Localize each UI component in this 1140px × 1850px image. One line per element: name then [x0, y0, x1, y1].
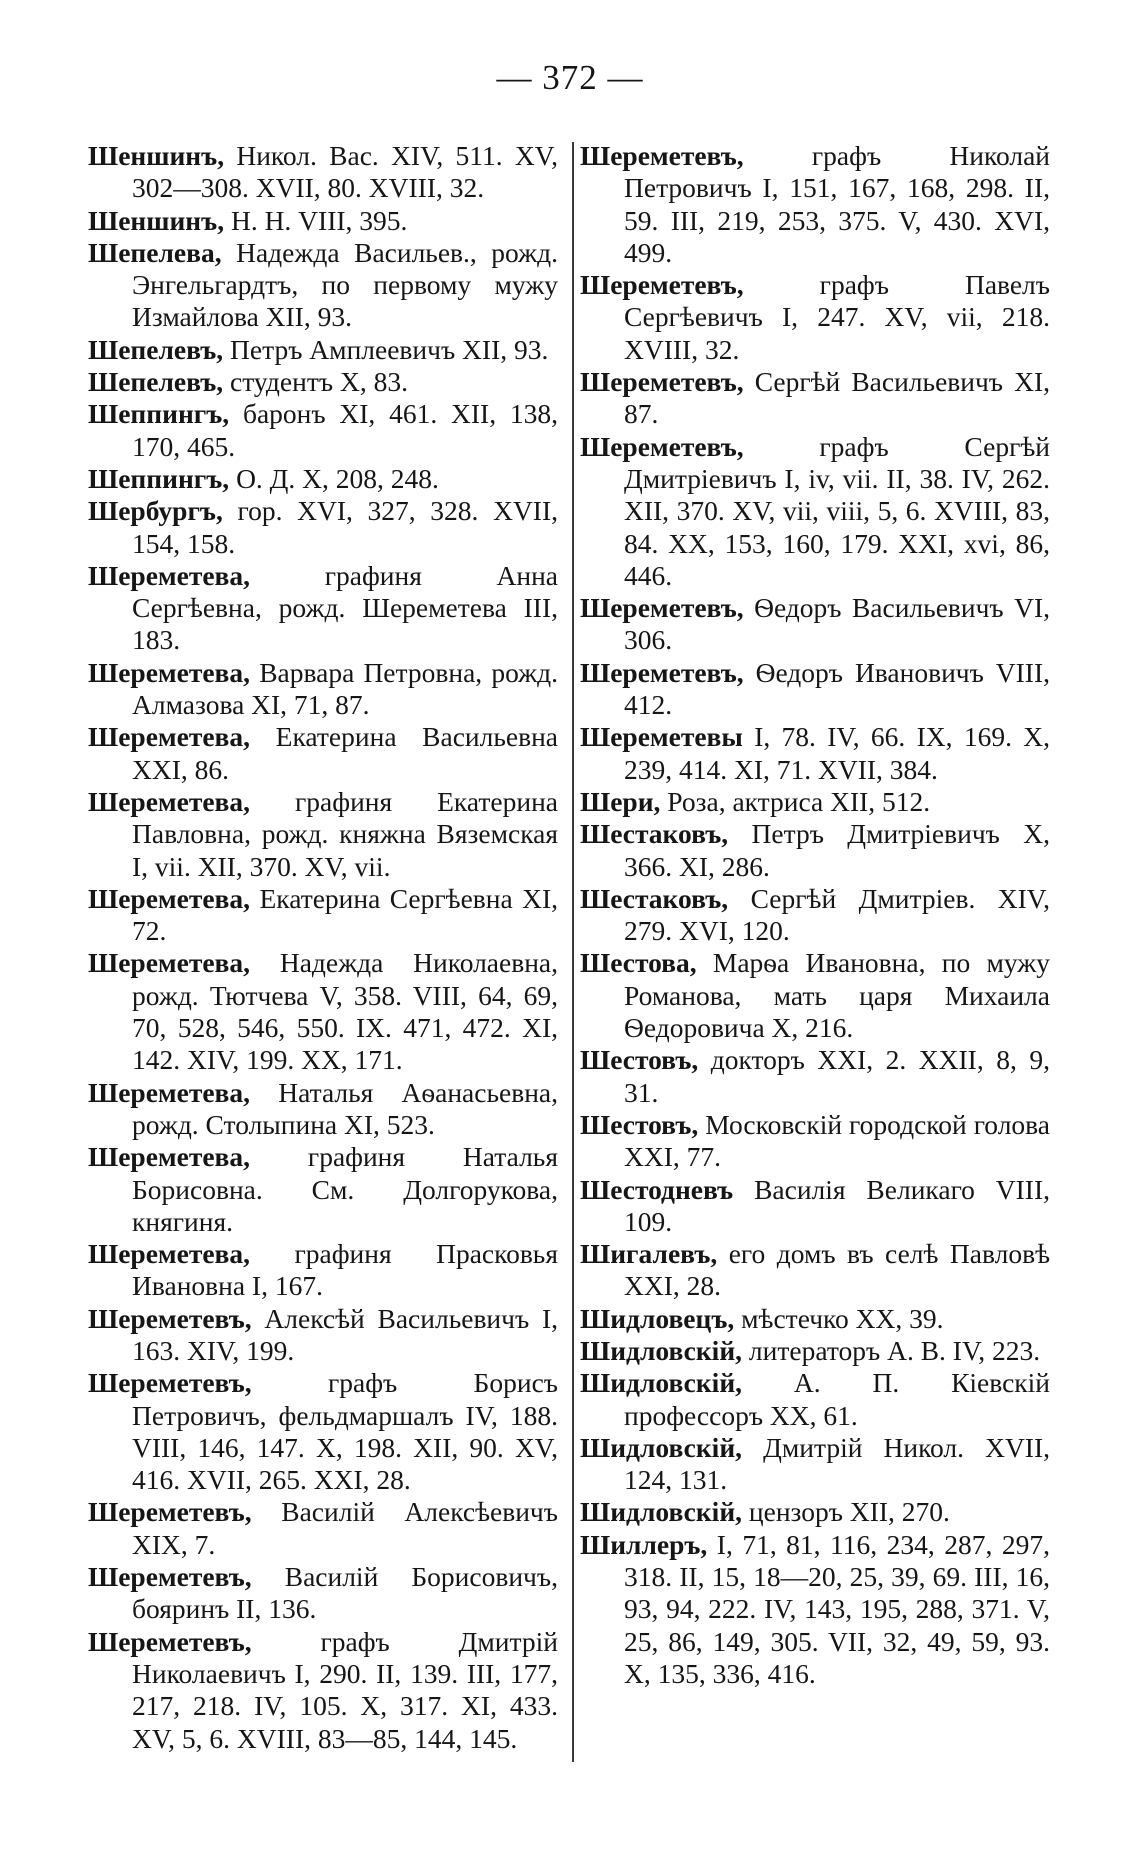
entry-references: Екатерина Сергѣевна XI, 72.: [132, 882, 558, 947]
index-entry: [580, 947, 1050, 1044]
entry-references: Сергѣй Васильевичъ XI, 87.: [624, 366, 1050, 430]
entry-heading: Шереметевы: [580, 721, 743, 753]
index-entry: [88, 205, 558, 237]
entry-references: графиня Наталья Борисовна. См. Долгорукова, княгиня.: [132, 1141, 558, 1237]
index-entry: [88, 947, 558, 1076]
entry-heading: Шидловскій,: [580, 1431, 743, 1463]
entry-references: Ѳедоръ Ивановичъ VIII, 412.: [624, 656, 1050, 721]
index-entry: [580, 1367, 1050, 1432]
entry-references: графъ Павелъ Сергѣевичъ I, 247. XV, vii, 218. XVIII, 32.: [624, 269, 1050, 365]
entry-references: Петръ Амплеевичъ XII, 93.: [223, 333, 549, 365]
entry-references: литераторъ А. В. IV, 223.: [742, 1334, 1041, 1366]
entry-heading: Шепелева,: [88, 236, 222, 268]
index-entry: [88, 1303, 558, 1368]
entry-heading: Шереметева,: [88, 1238, 251, 1270]
index-entry: [88, 1561, 558, 1626]
entry-references: О. Д. X, 208, 248.: [229, 462, 439, 494]
entry-references: I, 78. IV, 66. IX, 169. X, 239, 414. XI, 71. XVII, 384.: [624, 721, 1050, 785]
entry-heading: Шереметевъ,: [580, 656, 744, 688]
entry-heading: Шереметевъ,: [580, 140, 744, 171]
index-entry: [580, 1529, 1050, 1690]
entry-heading: Шереметева,: [88, 721, 251, 753]
entry-references: докторъ XXI, 2. XXII, 8, 9, 31.: [624, 1044, 1050, 1108]
entry-heading: Шереметева,: [88, 947, 251, 979]
index-entry: [88, 883, 558, 948]
entry-references: графъ Борисъ Петровичъ, фельдмаршалъ IV, 188. VIII, 146, 147. X, 198. XII, 90. XV, 416. XVII, 265. XXI, 28.: [132, 1367, 558, 1496]
index-entry: [580, 786, 1050, 818]
index-entry: [580, 721, 1050, 786]
entry-heading: Шереметева,: [88, 1076, 251, 1108]
entry-references: Роза, актриса XII, 512.: [660, 785, 931, 817]
index-entry: [88, 1238, 558, 1303]
entry-references: Варвара Петровна, рожд. Алмазова XI, 71, 87.: [132, 656, 558, 721]
entry-heading: Шери,: [580, 785, 661, 817]
index-entry: [580, 1174, 1050, 1239]
index-entry: [580, 1238, 1050, 1303]
index-entry: [580, 592, 1050, 657]
index-entry: [580, 1432, 1050, 1497]
entry-heading: Шидловскій,: [580, 1496, 743, 1528]
entry-references: графъ Дмитрій Николаевичъ I, 290. II, 139. III, 177, 217, 218. IV, 105. X, 317. XI, 433. XV, 5, 6. XVIII, 83—85, 144, 145.: [132, 1625, 558, 1754]
entry-heading: Шигалевъ,: [580, 1238, 718, 1270]
entry-references: Василій Алексѣевичъ XIX, 7.: [132, 1496, 558, 1560]
entry-references: Наталья Аѳанасьевна, рожд. Столыпина XI, 523.: [132, 1076, 558, 1140]
entry-references: Московскій городской голова XXI, 77.: [624, 1108, 1050, 1173]
entry-heading: Шереметевъ,: [88, 1625, 252, 1657]
entry-references: цензоръ XII, 270.: [742, 1496, 950, 1528]
index-entry: [88, 334, 558, 366]
entry-heading: Шеппингъ,: [88, 462, 230, 494]
entry-heading: Шереметевъ,: [580, 269, 744, 301]
index-entry: [580, 366, 1050, 431]
entry-heading: Шестаковъ,: [580, 818, 729, 850]
entry-references: Ѳедоръ Васильевичъ VI, 306.: [624, 592, 1050, 656]
column-divider: [572, 142, 574, 1762]
entry-heading: Шепелевъ,: [88, 366, 224, 398]
index-entry: [88, 398, 558, 463]
index-entry: [580, 1496, 1050, 1528]
entry-heading: Шестодневъ: [580, 1173, 734, 1205]
entry-heading: Шидловскій,: [580, 1334, 743, 1366]
index-entry: [580, 1303, 1050, 1335]
entry-references: Марѳа Ивановна, по мужу Романова, мать царя Михаила Ѳедоровича X, 216.: [624, 947, 1050, 1044]
entry-heading: Шереметевъ,: [88, 1496, 252, 1528]
index-entry: [88, 1496, 558, 1561]
index-entry: [88, 560, 558, 657]
entry-heading: Шидловецъ,: [580, 1302, 735, 1334]
entry-references: баронъ XI, 461. XII, 138, 170, 465.: [132, 398, 558, 462]
entry-references: Никол. Вас. XIV, 511. XV, 302—308. XVII, 80. XVIII, 32.: [132, 140, 558, 204]
entry-heading: Шидловскій,: [580, 1367, 743, 1399]
entry-references: графъ Сергѣй Дмитріевичъ I, iv, vii. II, 38. IV, 262. XII, 370. XV, vii, viii, 5, 6. XVIII, 83, 84. XX, 153, 160, 179. XXI, xvi, 86, 446.: [624, 430, 1050, 591]
entry-references: его домъ въ селѣ Павловѣ XXI, 28.: [624, 1238, 1050, 1302]
index-entry: [88, 1077, 558, 1142]
entry-heading: Шереметевъ,: [580, 366, 744, 398]
index-entry: [88, 1367, 558, 1496]
index-entry: [580, 1044, 1050, 1109]
entry-references: Алексѣй Васильевичъ I, 163. XIV, 199.: [132, 1302, 558, 1366]
entry-heading: Шиллеръ,: [580, 1528, 708, 1560]
entry-heading: Шереметева,: [88, 1141, 251, 1173]
entry-heading: Шеншинъ,: [88, 140, 225, 171]
index-entry: [88, 463, 558, 495]
index-entry: [88, 786, 558, 883]
entry-heading: Шестова,: [580, 947, 697, 979]
entry-heading: Шереметева,: [88, 882, 251, 914]
entry-references: гор. XVI, 327, 328. XVII, 154, 158.: [132, 495, 558, 559]
entry-heading: Шеншинъ,: [88, 204, 225, 236]
entry-heading: Шестовъ,: [580, 1108, 699, 1140]
entry-heading: Шереметева,: [88, 785, 251, 817]
entry-references: студентъ X, 83.: [223, 366, 408, 398]
entry-references: мѣстечко XX, 39.: [734, 1302, 944, 1334]
entry-references: Надежда Николаевна, рожд. Тютчева V, 358. VIII, 64, 69, 70, 528, 546, 550. IX. 471, 472. XI, 142. XIV, 199. XX, 171.: [132, 947, 558, 1076]
entry-references: Сергѣй Дмитріев. XIV, 279. XVI, 120.: [624, 882, 1050, 947]
left-column: [88, 140, 558, 1755]
index-entry: [580, 431, 1050, 592]
entry-heading: Шереметевъ,: [88, 1302, 252, 1334]
entry-heading: Шереметевъ,: [88, 1367, 252, 1399]
index-entry: [88, 721, 558, 786]
index-entry: [580, 818, 1050, 883]
index-entry: [580, 1335, 1050, 1367]
index-entry: [88, 657, 558, 722]
entry-heading: Шереметевъ,: [88, 1561, 252, 1593]
index-entry: [580, 883, 1050, 948]
entry-heading: Шереметева,: [88, 656, 251, 688]
entry-heading: Шестовъ,: [580, 1044, 699, 1076]
index-entry: [88, 366, 558, 398]
entry-references: графъ Николай Петровичъ I, 151, 167, 168, 298. II, 59. III, 219, 253, 375. V, 430. XVI, 499.: [624, 140, 1050, 268]
index-entry: [580, 269, 1050, 366]
entry-references: I, 71, 81, 116, 234, 287, 297, 318. II, 15, 18—20, 25, 39, 69. III, 16, 93, 94, 222. IV, 143, 195, 288, 371. V, 25, 86, 149, 305. VII, 32, 49, 59, 93. X, 135, 336, 416.: [624, 1528, 1050, 1689]
index-entry: [88, 1141, 558, 1238]
entry-references: Н. Н. VIII, 395.: [224, 204, 408, 236]
index-entry: [580, 1109, 1050, 1174]
entry-heading: Шереметева,: [88, 559, 251, 591]
entry-heading: Шербургъ,: [88, 495, 223, 527]
entry-references: графиня Прасковья Ивановна I, 167.: [132, 1238, 558, 1302]
right-column: [580, 140, 1050, 1690]
index-entry: [88, 495, 558, 560]
entry-references: Надежда Васильев., рожд. Энгельгардтъ, по первому мужу Измайлова XII, 93.: [132, 236, 558, 333]
entry-references: Василій Борисовичъ, бояринъ II, 136.: [132, 1561, 558, 1625]
entry-heading: Шеппингъ,: [88, 398, 230, 430]
entry-heading: Шереметевъ,: [580, 592, 744, 624]
entry-references: графиня Екатерина Павловна, рожд. княжна Вяземская I, vii. XII, 370. XV, vii.: [132, 785, 558, 882]
index-entry: [88, 1626, 558, 1755]
entry-references: Дмитрій Никол. XVII, 124, 131.: [624, 1431, 1050, 1496]
index-entry: [88, 140, 558, 205]
index-entry: [580, 140, 1050, 269]
index-entry: [580, 657, 1050, 722]
entry-references: Василія Великаго VIII, 109.: [624, 1173, 1050, 1237]
index-entry: [88, 237, 558, 334]
page-number: — 372 —: [496, 58, 644, 97]
entry-heading: Шереметевъ,: [580, 430, 744, 462]
entry-references: графиня Анна Сергѣевна, рожд. Шереметева III, 183.: [132, 559, 558, 656]
entry-references: Петръ Дмитріевичъ X, 366. XI, 286.: [624, 818, 1050, 882]
entry-references: Екатерина Васильевна XXI, 86.: [132, 721, 558, 785]
entry-references: А. П. Кіевскій профессоръ XX, 61.: [624, 1367, 1050, 1431]
entry-heading: Шестаковъ,: [580, 882, 729, 914]
entry-heading: Шепелевъ,: [88, 333, 224, 365]
